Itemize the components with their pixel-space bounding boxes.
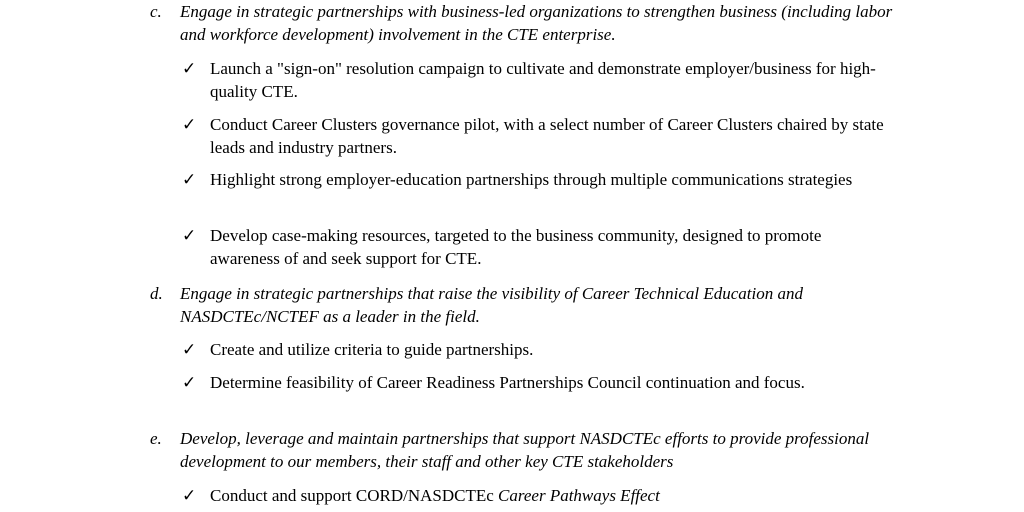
list-item: Conduct Career Clusters governance pilot, with a select number of Career Clusters chaired by state leads and industry partners.	[210, 115, 884, 157]
section-heading-c: Engage in strategic partnerships with business-led organizations to strengthen business (including labor and workforce development) involvement in the CTE enterprise.	[180, 2, 893, 44]
section-heading-e: Develop, leverage and maintain partnerships that support NASDCTEc efforts to provide professional development to our members, their staff and other key CTE stakeholders	[180, 429, 870, 471]
checkmark-icon: ✓	[182, 340, 197, 359]
list-item: Determine feasibility of Career Readiness Partnerships Council continuation and focus.	[210, 373, 805, 392]
section-marker-c: c.	[150, 2, 162, 21]
list-item: Highlight strong employer-education partnerships through multiple communications strategies	[210, 170, 853, 189]
section-marker-e: e.	[150, 429, 162, 448]
list-item-text: Conduct and support CORD/NASDCTEc	[210, 486, 499, 505]
checkmark-icon: ✓	[182, 170, 197, 189]
section-heading-d: Engage in strategic partnerships that raise the visibility of Career Technical Education and NASDCTEc/NCTEF as a leader in the field.	[180, 284, 803, 326]
list-item: Develop case-making resources, targeted to the business community, designed to promote awareness of and seek support for CTE.	[210, 226, 822, 268]
checkmark-icon: ✓	[182, 226, 197, 245]
checkmark-icon: ✓	[182, 115, 197, 134]
checkmark-icon: ✓	[182, 59, 197, 78]
checkmark-icon: ✓	[182, 373, 197, 392]
list-item: Launch a "sign-on" resolution campaign to cultivate and demonstrate employer/business for high-quality CTE.	[210, 59, 876, 101]
list-item	[210, 484, 890, 507]
publication-title: Career Pathways Effect	[498, 486, 660, 505]
section-marker-d: d.	[150, 284, 163, 303]
checkmark-icon: ✓	[182, 486, 197, 505]
list-item: Create and utilize criteria to guide partnerships.	[210, 340, 534, 359]
